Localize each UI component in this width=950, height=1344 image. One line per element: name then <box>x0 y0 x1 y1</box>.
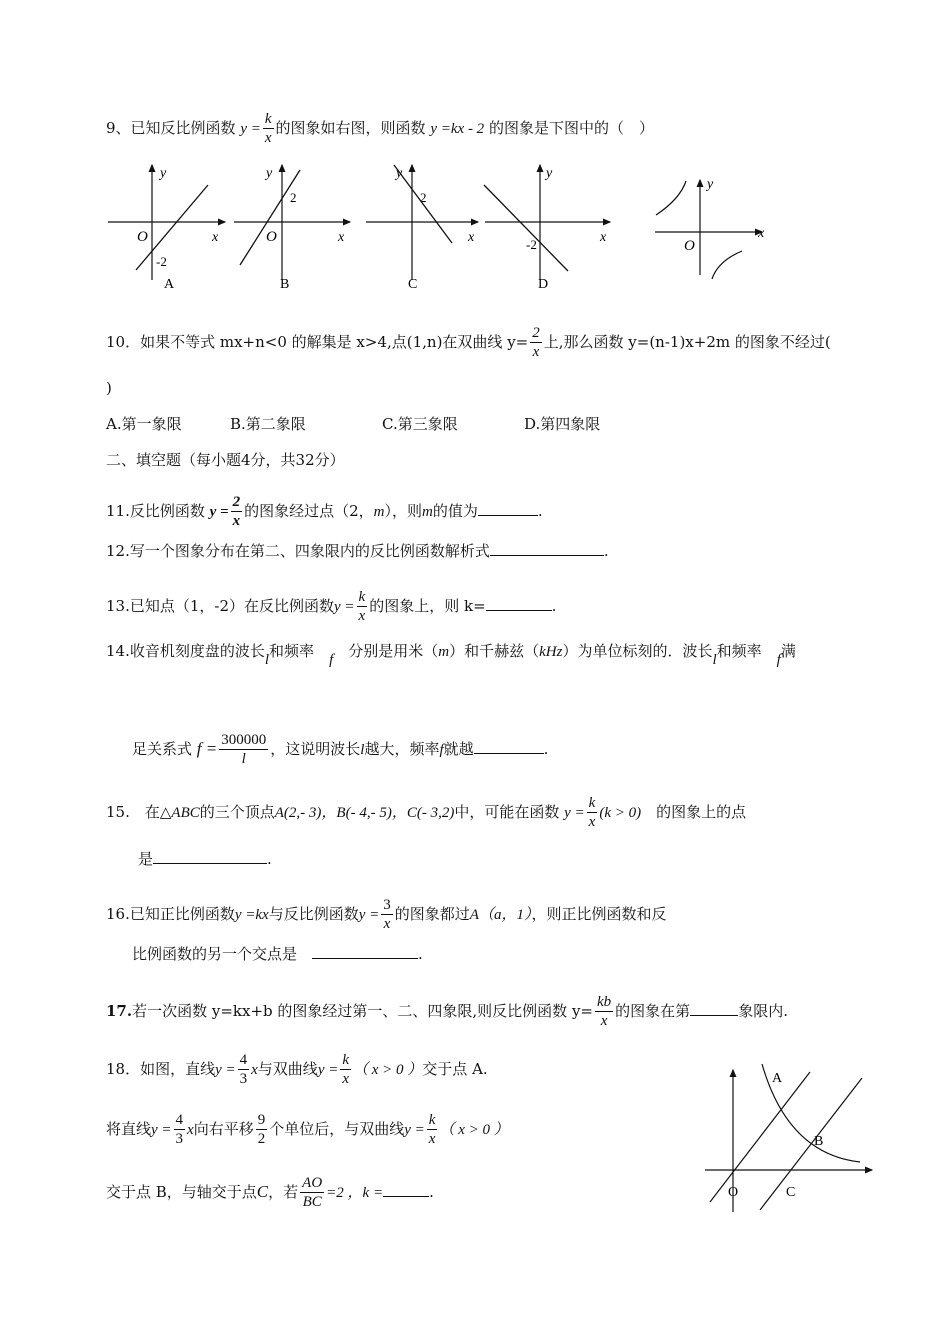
q12-answer-blank[interactable] <box>490 541 604 556</box>
q18-fraction-5: $\frac{k}{x}$ <box>428 1112 436 1147</box>
q13-fraction: $\frac{k}{x}$ <box>358 589 366 624</box>
q14-line2: 足关系式 f = $\frac{300000}{l}$ ，这说明波长l越大，频率f就越 . <box>132 732 549 767</box>
q17-line: 17.若一次函数 y=kx+b 的图象经过第一、二、四象限,则反比例函数 y= $\frac{kb}{x}$ 的图象在第 象限内. <box>106 994 788 1029</box>
graph-b-value: 2 <box>290 190 297 205</box>
q18-fraction-4: $\frac{9}{2}$ <box>257 1112 266 1147</box>
ref-xlabel: x <box>758 226 765 241</box>
q10-fraction: $\frac{2}{x}$ <box>532 325 540 360</box>
q10-option-a[interactable]: A.第一象限 <box>106 415 182 433</box>
q10-option-b[interactable]: B.第二象限 <box>230 415 306 433</box>
q9-fraction: $\frac{k}{x}$ <box>264 111 272 146</box>
q18-fraction-1: $\frac{4}{3}$ <box>239 1052 248 1087</box>
q16-line2: 比例函数的另一个交点是 . <box>132 945 423 963</box>
q18-line1: 18．如图，直线y = $\frac{4}{3}$ x与双曲线y = $\frac{k}{x}$ （ x > 0 ）交于点 A. <box>106 1052 488 1087</box>
graph-c-ylabel: y <box>396 166 403 181</box>
q15-line2: 是 . <box>138 850 272 868</box>
q11-answer-blank[interactable] <box>478 501 538 516</box>
graph-c-value: 2 <box>420 190 427 205</box>
graph-b[interactable] <box>234 165 350 292</box>
fig18-label-a: A <box>772 1071 783 1086</box>
q15-fraction: $\frac{k}{x}$ <box>588 795 596 830</box>
q13-line: 13.已知点（1，-2）在反比例函数y = $\frac{k}{x}$ 的图象上，则 k= . <box>106 589 557 624</box>
fig18-label-c: C <box>786 1185 796 1200</box>
q18-figure <box>700 1062 880 1212</box>
graph-d-ylabel: y <box>546 166 553 181</box>
q18-answer-blank[interactable] <box>383 1182 429 1197</box>
q18-fraction-6: $\frac{AO}{BC}$ <box>302 1175 323 1210</box>
graph-a-origin: O <box>137 229 148 245</box>
q16-answer-blank[interactable] <box>312 944 418 959</box>
q16-fraction: $\frac{3}{x}$ <box>383 897 391 932</box>
graph-a-ylabel: y <box>160 166 167 181</box>
q16-line1: 16.已知正比例函数y =kx与反比例函数y = $\frac{3}{x}$ 的图象都过A（a，1），则正比例函数和反 <box>106 897 667 932</box>
graph-c-label: C <box>408 277 418 292</box>
q12-line: 12.写一个图象分布在第二、四象限内的反比例函数解析式 . <box>106 542 609 560</box>
graph-d[interactable] <box>484 165 610 292</box>
q18-fraction-2: $\frac{k}{x}$ <box>342 1052 350 1087</box>
q9-line: 9、已知反比例函数 y = $\frac{k}{x}$ 的图象如右图，则函数 y =kx - 2 的图象是下图中的（ ） <box>106 111 654 146</box>
q10-line: 10．如果不等式 mx+n<0 的解集是 x>4,点(1,n)在双曲线 y= $\frac{2}{x}$ 上,那么函数 y=(n-1)x+2m 的图象不经过( <box>106 325 831 360</box>
fig18-label-b: B <box>814 1134 824 1149</box>
q11-line: 11.反比例函数 y = $\frac{2}{x}$ 的图象经过点（2，m），则m的值为 . <box>106 494 543 529</box>
q14-line1: 14.收音机刻度盘的波长l和频率 f 分别是用米（m）和千赫兹（kHz）为单位标刻的．波长l和频率 f满 <box>106 642 796 668</box>
graph-d-label: D <box>538 277 549 292</box>
q18-line2: 将直线y = $\frac{4}{3}$ x向右平移 $\frac{9}{2}$ 个单位后，与双曲线y = $\frac{k}{x}$ （ x > 0 ） <box>106 1112 509 1147</box>
q18-line3: 交于点 B，与轴交于点C，若 $\frac{AO}{BC}$ =2 ，k = . <box>106 1175 434 1210</box>
ref-ylabel: y <box>707 177 714 192</box>
graph-a-xlabel: x <box>212 230 219 245</box>
ref-origin: O <box>684 238 695 254</box>
graph-b-ylabel: y <box>266 166 273 181</box>
graph-b-label: B <box>280 277 290 292</box>
q14-answer-blank[interactable] <box>474 739 544 754</box>
graph-b-origin: O <box>266 229 277 245</box>
graph-a-label: A <box>164 277 175 292</box>
graph-c-xlabel: x <box>468 230 475 245</box>
q9-graphs <box>0 155 950 295</box>
q10-option-c[interactable]: C.第三象限 <box>382 415 458 433</box>
q14-fraction: $\frac{300000}{l}$ <box>221 732 267 767</box>
q17-answer-blank[interactable] <box>690 1001 738 1016</box>
section-heading: 二、填空题（每小题4分，共32分） <box>106 451 345 469</box>
graph-a[interactable] <box>108 165 225 292</box>
q15-line1: 15. 在△ABC的三个顶点A(2,- 3)，B(- 4,- 5)，C(- 3,2)中，可能在函数 y = $\frac{k}{x}$ (k > 0) 的图象上的点 <box>106 795 747 830</box>
q10-close: ) <box>106 379 112 397</box>
q10-option-d[interactable]: D.第四象限 <box>524 415 601 433</box>
fig18-label-o: O <box>728 1185 739 1200</box>
graph-reference-hyperbola <box>655 177 765 279</box>
q15-answer-blank[interactable] <box>153 849 267 864</box>
graph-d-value: -2 <box>526 237 537 252</box>
q18-fraction-3: $\frac{4}{3}$ <box>175 1112 184 1147</box>
graph-b-xlabel: x <box>338 230 345 245</box>
q11-fraction: $\frac{2}{x}$ <box>232 494 241 529</box>
graph-c[interactable] <box>366 165 478 292</box>
graph-a-value: -2 <box>156 254 167 269</box>
q17-fraction: $\frac{kb}{x}$ <box>597 994 612 1029</box>
graph-d-xlabel: x <box>600 230 607 245</box>
q13-answer-blank[interactable] <box>486 596 552 611</box>
